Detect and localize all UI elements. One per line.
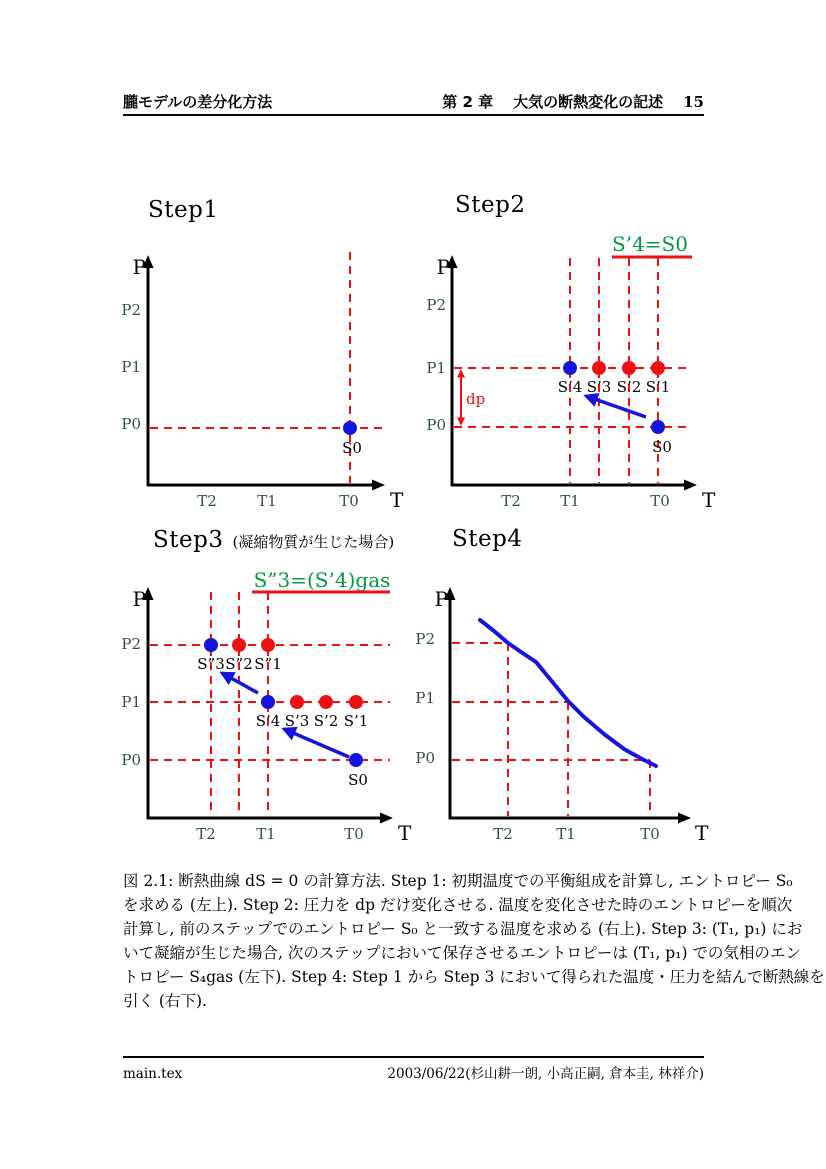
y-tick-label: P0 xyxy=(121,415,141,433)
t-axis-label: T xyxy=(390,488,404,512)
y-tick-label: P0 xyxy=(121,751,141,769)
step4-title-text: Step4 xyxy=(452,526,523,552)
x-tick-label: T2 xyxy=(196,825,216,843)
state-point-S0 xyxy=(349,753,363,767)
step2-plot xyxy=(426,232,716,512)
step3-plot xyxy=(121,568,412,845)
step1-plot xyxy=(121,252,404,512)
y-tick-label: P0 xyxy=(426,416,446,434)
y-tick-label: P1 xyxy=(121,693,141,711)
state-point-label: S’2 xyxy=(313,712,339,730)
caption-line: 引く (右下). xyxy=(123,992,207,1010)
y-tick-label: P2 xyxy=(121,635,141,653)
x-tick-label: T2 xyxy=(493,825,513,843)
x-tick-label: T2 xyxy=(501,492,521,510)
state-point-S’3 xyxy=(592,361,606,375)
state-point-label: S0 xyxy=(342,439,362,457)
caption-line: 図 2.1: 断熱曲線 dS = 0 の計算方法. Step 1: 初期温度での平衡組成を計算し, エントロピー S₀ xyxy=(123,872,793,890)
state-point-S’4 xyxy=(261,695,275,709)
footer-right-text: 2003/06/22(杉山耕一朗, 小高正嗣, 倉本圭, 林祥介) xyxy=(387,1066,704,1082)
t-axis-arrowhead-icon xyxy=(372,480,385,491)
x-tick-label: T0 xyxy=(339,492,359,510)
x-tick-label: T1 xyxy=(257,492,277,510)
header-left-text: 朧モデルの差分化方法 xyxy=(123,93,273,111)
x-tick-label: T0 xyxy=(344,825,364,843)
t-axis-arrowhead-icon xyxy=(380,813,393,824)
t-axis-label: T xyxy=(398,821,412,845)
state-point-S’2 xyxy=(319,695,333,709)
state-point-S’1 xyxy=(651,361,665,375)
step1-title-text: Step1 xyxy=(148,197,219,223)
state-point-S’2 xyxy=(622,361,636,375)
x-tick-label: T1 xyxy=(556,825,576,843)
y-tick-label: P1 xyxy=(121,358,141,376)
caption-line: いて凝縮が生じた場合, 次のステップにおいて保存させるエントロピーは (T₁, p₁) での気相のエン xyxy=(123,944,801,962)
x-tick-label: T0 xyxy=(640,825,660,843)
figure-caption xyxy=(123,869,825,1013)
state-point-S0 xyxy=(343,421,357,435)
header-chapter-title: 大気の断熱変化の記述 xyxy=(513,93,664,111)
state-point-label: S’1 xyxy=(343,712,369,730)
header-page-number: 15 xyxy=(683,93,704,111)
step4-plot xyxy=(415,587,709,845)
step3-subtitle: (凝縮物質が生じた場合) xyxy=(232,533,395,551)
state-point-label: S’1 xyxy=(645,378,671,396)
y-tick-label: P2 xyxy=(121,301,141,319)
x-tick-label: T1 xyxy=(256,825,276,843)
p-axis-label: P xyxy=(132,587,146,611)
y-tick-label: P0 xyxy=(415,749,435,767)
y-tick-label: P1 xyxy=(415,689,435,707)
page-footer xyxy=(123,1062,704,1082)
p-axis-label: P xyxy=(132,255,146,279)
footer-rule xyxy=(123,1056,704,1058)
state-point-label: S”1 xyxy=(254,655,282,673)
caption-line: 計算し, 前のステップでのエントロピー S₀ と一致する温度を求める (右上). Step 3: (T₁, p₁) にお xyxy=(123,920,803,938)
state-point-S’1 xyxy=(349,695,363,709)
t-axis-arrowhead-icon xyxy=(678,813,691,824)
state-point-S”1 xyxy=(261,638,275,652)
state-point-S0 xyxy=(651,420,665,434)
p-axis-label: P xyxy=(434,587,448,611)
state-point-label: S’3 xyxy=(586,378,612,396)
state-point-label: S0 xyxy=(652,438,672,456)
state-point-S’4 xyxy=(563,361,577,375)
dp-label: dp xyxy=(466,390,486,408)
y-tick-label: P2 xyxy=(426,296,446,314)
header-chapter: 第 2 章 xyxy=(442,93,494,111)
y-tick-label: P2 xyxy=(415,630,435,648)
step-arrow xyxy=(586,396,646,417)
state-point-label: S’4 xyxy=(557,378,583,396)
footer-left-text: main.tex xyxy=(123,1066,183,1082)
x-tick-label: T2 xyxy=(197,492,217,510)
p-axis-label: P xyxy=(436,255,450,279)
state-point-label: S’2 xyxy=(616,378,642,396)
state-point-S”2 xyxy=(232,638,246,652)
state-point-label: S0 xyxy=(348,771,368,789)
t-axis-label: T xyxy=(695,821,709,845)
x-tick-label: T1 xyxy=(560,492,580,510)
caption-line: トロピー S₄gas (左下). Step 4: Step 1 から Step 3 において得られた温度・圧力を結んで断熱線を xyxy=(123,968,825,986)
step3-title-text: Step3 xyxy=(153,527,224,553)
step-arrow xyxy=(284,729,349,757)
state-point-label: S”2 xyxy=(225,655,253,673)
state-point-S’3 xyxy=(290,695,304,709)
state-point-S”3 xyxy=(204,638,218,652)
state-point-label: S’3 xyxy=(284,712,310,730)
state-point-label: S’4 xyxy=(255,712,281,730)
t-axis-label: T xyxy=(702,488,716,512)
state-point-label: S”3 xyxy=(197,655,225,673)
y-tick-label: P1 xyxy=(426,359,446,377)
entropy-condition-label: S’4=S0 xyxy=(612,232,688,256)
caption-line: を求める (左上). Step 2: 圧力を dp だけ変化させる. 温度を変化させた時のエントロピーを順次 xyxy=(123,896,793,914)
step2-title-text: Step2 xyxy=(455,192,526,218)
x-tick-label: T0 xyxy=(650,492,670,510)
entropy-condition-label: S”3=(S’4)gas xyxy=(253,568,391,592)
t-axis-arrowhead-icon xyxy=(684,480,697,491)
